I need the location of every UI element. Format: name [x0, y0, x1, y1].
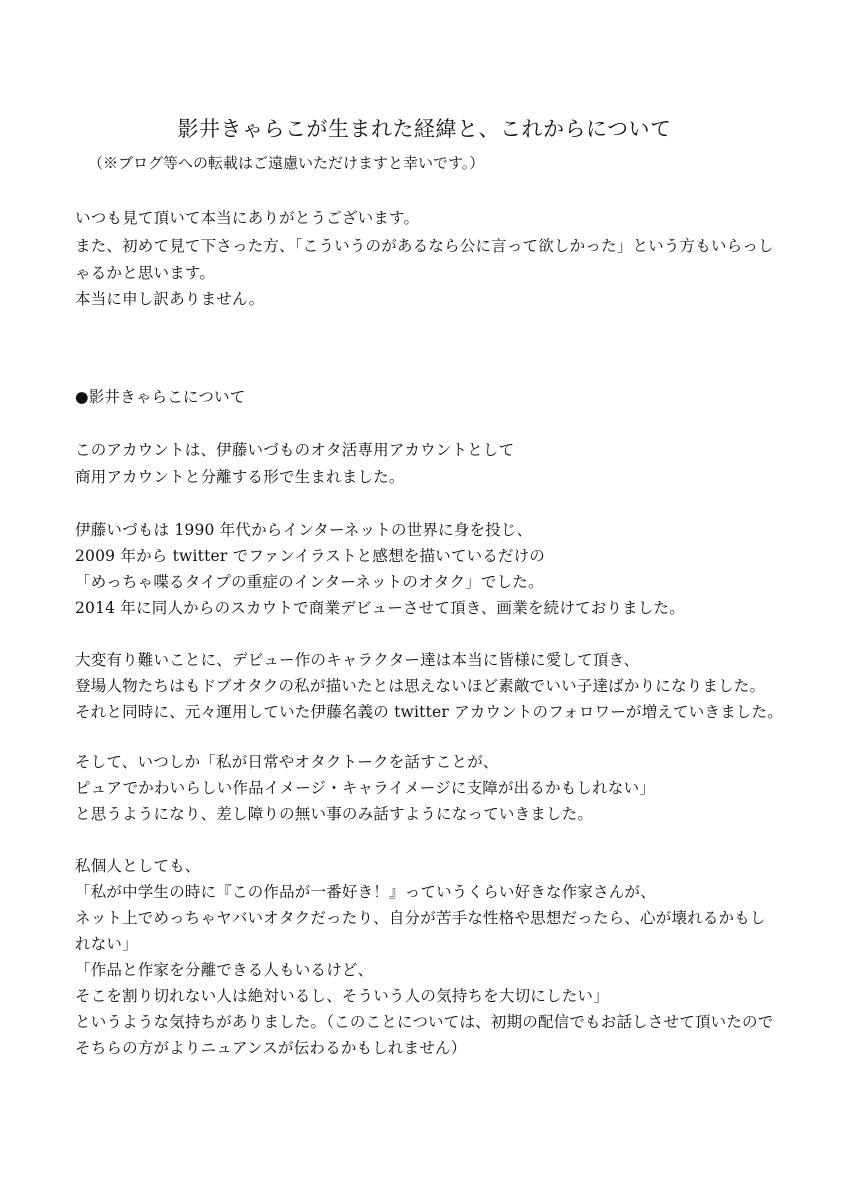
body-line: 伊藤いづもは 1990 年代からインターネットの世界に身を投じ、 [75, 521, 533, 539]
intro-line: 本当に申し訳ありません。 [75, 290, 265, 308]
document-subtitle: （※ブログ等への転載はご遠慮いただけますと幸いです。） [88, 154, 485, 172]
intro-line: いつも見て頂いて本当にありがとうございます。 [75, 209, 420, 227]
body-line: 「めっちゃ喋るタイプの重症のインターネットのオタク」でした。 [75, 573, 544, 591]
body-line: 2014 年に同人からのスカウトで商業デビューさせて頂き、画業を続けておりました。 [75, 599, 685, 617]
body-line: ピュアでかわいらしい作品イメージ・キャライメージに支障が出るかもしれない」 [75, 779, 655, 797]
body-line: そちらの方がよりニュアンスが伝わるかもしれません） [75, 1039, 467, 1057]
intro-line: また、初めて見て下さった方、「こういうのがあるなら公に言って欲しかった」という方もいらっし [75, 237, 774, 255]
intro-line: ゃるかと思います。 [75, 264, 216, 282]
body-line: と思うようになり、差し障りの無い事のみ話すようになっていきました。 [75, 805, 594, 823]
body-line: 私個人としても、 [75, 857, 201, 875]
body-line: 大変有り難いことに、デビュー作のキャラクター達は本当に皆様に愛して頂き、 [75, 651, 640, 669]
body-line: 登場人物たちはもドブオタクの私が描いたとは思えないほど素敵でいい子達ばかりになりました。 [75, 677, 766, 695]
body-line: そして、いつしか「私が日常やオタクトークを話すことが、 [75, 753, 499, 771]
body-line: 「私が中学生の時に『この作品が一番好き！』っていうくらい好きな作家さんが、 [75, 883, 656, 901]
document-title: 影井きゃらこが生まれた経緯と、これからについて [177, 117, 672, 141]
body-line: そこを割り切れない人は絶対いるし、そういう人の気持ちを大切にしたい」 [75, 987, 609, 1005]
body-line: 商用アカウントと分離する形で生まれました。 [75, 468, 405, 486]
body-line: れない」 [75, 935, 138, 953]
body-line: それと同時に、元々運用していた伊藤名義の twitter アカウントのフォロワーが増えていきました。 [75, 703, 783, 721]
body-line: このアカウントは、伊藤いづものオタ活専用アカウントとして [75, 441, 515, 459]
body-line: ネット上でめっちゃヤバいオタクだったり、自分が苦手な性格や思想だったら、心が壊れるかもし [75, 909, 766, 927]
body-line: というような気持ちがありました。（このことについては、初期の配信でもお話しさせて頂いたので [75, 1013, 774, 1031]
body-line: 2009 年から twitter でファンイラストと感想を描いているだけの [75, 547, 546, 565]
section-heading: ●影井きゃらこについて [75, 388, 246, 406]
body-line: 「作品と作家を分離できる人もいるけど、 [75, 961, 374, 979]
